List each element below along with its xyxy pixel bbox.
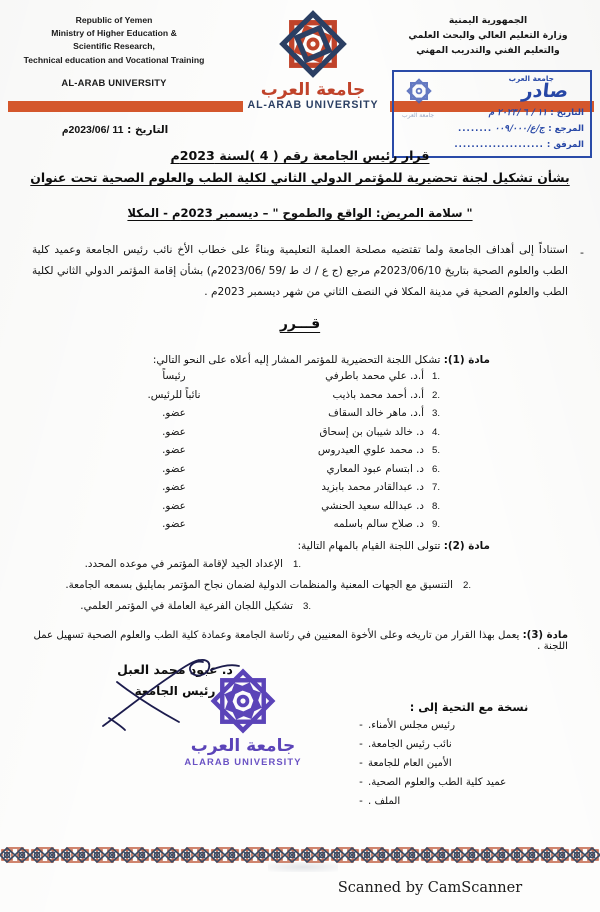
article-2-text: تتولى اللجنة القيام بالمهام التالية: bbox=[297, 540, 441, 552]
university-seal-stamp bbox=[178, 664, 308, 767]
member-role: عضو. bbox=[162, 518, 186, 530]
member-name: أ.د. علي محمد باطرفي bbox=[325, 370, 424, 382]
university-logo bbox=[238, 6, 388, 111]
member-row bbox=[20, 518, 450, 537]
distribution-item-label: عميد كلية الطب والعلوم الصحية. bbox=[368, 777, 507, 788]
member-index: 3. bbox=[432, 408, 441, 419]
member-name: د. عبدالله سعيد الحنشي bbox=[321, 499, 424, 512]
stamp-date-label: التاريخ : bbox=[550, 108, 584, 118]
stamp-outgoing-word: صادر bbox=[520, 80, 570, 102]
task-index: 1. bbox=[293, 559, 302, 570]
seal-english-text: ALARAB UNIVERSITY bbox=[184, 756, 302, 767]
member-row bbox=[20, 389, 450, 408]
decree-title-line-3 bbox=[0, 206, 600, 220]
distribution-bullet: - bbox=[359, 720, 363, 731]
stamp-attach-dots: ..................... bbox=[454, 140, 544, 150]
member-role: رئيساً bbox=[162, 370, 186, 382]
header-english-line-4: Technical education and Vocational Training bbox=[23, 54, 205, 65]
member-name: أ.د. ماهر خالد السقاف bbox=[328, 407, 424, 419]
signatory-name: د. عبود محمد العبل bbox=[117, 662, 233, 677]
preamble-bullet: - bbox=[580, 246, 584, 259]
header-english-university: AL-ARAB UNIVERSITY bbox=[61, 76, 167, 88]
stamp-ref-label: المرجع : bbox=[548, 124, 584, 134]
scanner-watermark bbox=[0, 880, 600, 896]
distribution-item bbox=[354, 739, 584, 758]
member-row bbox=[20, 481, 450, 500]
member-index: 5. bbox=[432, 445, 441, 456]
stamp-ref-row bbox=[400, 124, 584, 140]
task-row bbox=[20, 579, 485, 600]
member-role: عضو. bbox=[162, 481, 186, 493]
member-row bbox=[20, 370, 450, 389]
member-role: عضو. bbox=[162, 444, 186, 456]
member-name: د. محمد علوي العيدروس bbox=[317, 444, 424, 456]
outgoing-stamp bbox=[392, 70, 592, 158]
decree-title-line-1-text: قرار رئيس الجامعة رقم ( 4 )لسنة 2023م bbox=[170, 148, 430, 163]
distribution-list bbox=[354, 700, 584, 815]
stamp-date-value: ١١ / ٦ /٢٠٢٣ م bbox=[487, 108, 549, 118]
stamp-seal-icon bbox=[404, 76, 434, 106]
document-date bbox=[62, 124, 168, 136]
stamp-university-name: جامعة العرب bbox=[508, 74, 554, 83]
member-role: نائباً للرئيس. bbox=[147, 388, 201, 401]
member-row bbox=[20, 500, 450, 519]
article-1-label: مادة (1): bbox=[443, 354, 490, 366]
article-2-label: مادة (2): bbox=[443, 540, 490, 552]
task-row bbox=[20, 558, 315, 579]
header-english-block bbox=[0, 14, 228, 89]
member-index: 6. bbox=[432, 463, 441, 475]
member-role: عضو. bbox=[162, 407, 186, 419]
distribution-bullet: - bbox=[359, 739, 363, 750]
member-role: عضو. bbox=[162, 462, 186, 475]
article-1-heading bbox=[10, 354, 490, 366]
member-index: 1. bbox=[432, 371, 441, 382]
member-name: د. ابتسام عبود المعاري bbox=[326, 462, 424, 475]
member-index: 9. bbox=[432, 519, 441, 530]
seal-arabic-text: جامعة العرب bbox=[190, 736, 296, 756]
distribution-item-label: الملف . bbox=[368, 796, 401, 807]
member-name: د. خالد شيبان بن إسحاق bbox=[319, 425, 424, 438]
header-english-line-3: Scientific Research, bbox=[73, 41, 155, 52]
article-1-text: تشكل اللجنة التحضيرية للمؤتمر المشار إليه أعلاه على النحو التالي: bbox=[152, 354, 441, 366]
header-arabic-line-1: الجمهورية اليمنية bbox=[448, 15, 528, 26]
task-text: تشكيل اللجان الفرعية العاملة في المؤتمر العلمي. bbox=[80, 600, 293, 612]
article-3-heading bbox=[23, 630, 568, 652]
member-row bbox=[20, 444, 450, 463]
logo-arabic-text: جامعة العرب bbox=[260, 80, 366, 100]
stamp-ref-value: ج/ع/٠٠٩/٠٠٠ bbox=[494, 124, 547, 134]
article-3-text: يعمل بهذا القرار من تاريخه وعلى الأخوة المعنيين في رئاسة الجامعة وعمادة كلية الطب والعلوم الصحية تسهيل عمل اللجنة . bbox=[33, 630, 568, 652]
stamp-top bbox=[394, 72, 590, 108]
decision-word bbox=[0, 316, 600, 332]
member-index: 2. bbox=[432, 389, 441, 401]
member-row bbox=[20, 426, 450, 445]
member-row bbox=[20, 407, 450, 426]
document-date-value: 11 /2023/06م bbox=[62, 124, 124, 136]
eight-point-star-logo-icon bbox=[275, 6, 351, 82]
task-text: الإعداد الجيد لإقامة المؤتمر في موعده المحدد. bbox=[84, 558, 283, 570]
member-index: 8. bbox=[432, 500, 441, 512]
scan-smudge bbox=[268, 862, 338, 872]
article-3-label: مادة (3): bbox=[522, 630, 568, 641]
decision-word-text: قـــرر bbox=[279, 316, 321, 332]
header-english-line-2: Ministry of Higher Education & bbox=[51, 28, 177, 39]
scanner-watermark-text: Scanned by CamScanner bbox=[337, 880, 523, 896]
distribution-item bbox=[354, 777, 584, 796]
distribution-item bbox=[354, 720, 584, 739]
decree-title-line-1 bbox=[0, 148, 600, 163]
distribution-heading: نسخة مع التحية إلى : bbox=[409, 700, 529, 714]
header-rule-left bbox=[8, 101, 243, 112]
distribution-items bbox=[354, 720, 584, 815]
seal-eight-point-star-icon bbox=[206, 664, 280, 738]
header-arabic-line-3: والتعليم الفني والتدريب المهني bbox=[416, 45, 560, 56]
distribution-bullet: - bbox=[359, 758, 363, 769]
member-role: عضو. bbox=[162, 499, 186, 512]
distribution-bullet: - bbox=[359, 777, 363, 788]
member-name: د. عبدالقادر محمد بابزيد bbox=[321, 481, 424, 493]
distribution-item-label: نائب رئيس الجامعة. bbox=[368, 739, 452, 750]
member-role: عضو. bbox=[162, 425, 186, 438]
member-index: 7. bbox=[432, 482, 441, 493]
decree-title-line-3-text: " سلامة المريض: الواقع والطموح " – ديسمبر 2023م - المكلا bbox=[127, 206, 473, 220]
header-arabic-block bbox=[382, 13, 594, 58]
signatory-title: رئيس الجامعة bbox=[134, 684, 216, 698]
header-english-line-1: Republic of Yemen bbox=[75, 15, 153, 25]
distribution-item-label: الأمين العام للجامعة bbox=[368, 758, 452, 769]
task-row bbox=[20, 600, 325, 621]
committee-tasks-list bbox=[20, 558, 540, 621]
distribution-bullet: - bbox=[359, 796, 363, 807]
distribution-item bbox=[354, 796, 584, 815]
member-row bbox=[20, 463, 450, 482]
decree-title-line-2 bbox=[0, 170, 600, 185]
article-2-heading bbox=[10, 540, 490, 552]
stamp-attach-label: المرفق : bbox=[546, 140, 584, 150]
task-index: 3. bbox=[303, 601, 312, 612]
logo-english-text: AL-ARAB UNIVERSITY bbox=[247, 99, 379, 111]
stamp-ref-dots: ........ bbox=[458, 124, 493, 134]
document-date-label: التاريخ : bbox=[127, 124, 169, 136]
task-text: التنسيق مع الجهات المعنية والمنظمات الدولية لضمان نجاح المؤتمر بمايليق بسمعه الجامعة. bbox=[65, 579, 453, 591]
stamp-ghost-text: جامعة العرب bbox=[402, 112, 435, 119]
preamble-text: استناداً إلى أهداف الجامعة ولما تقتضيه مصلحة العملية التعليمية وبناءً على خطاب الأخ نائب رئيس الجامعة وعميد كلية الطب والعلوم الصحية بتاريخ 2023/06/10م مرجع (ج ع / ك ط /59 /2023/06م) بشأن إقامة المؤتمر الدولي الثاني لكلية الطب والعلوم الصحية في مدينة المكلا في النصف الثاني من شهر ديسمبر 2023م . bbox=[32, 244, 568, 298]
distribution-item-label: رئيس مجلس الأمناء. bbox=[368, 720, 455, 731]
member-name: أ.د. أحمد محمد باذيب bbox=[332, 388, 424, 401]
member-name: د. صلاح سالم باسلمه bbox=[333, 518, 424, 530]
decree-title-line-2-text: بشأن تشكيل لجنة تحضيرية للمؤتمر الدولي الثاني لكلية الطب والعلوم الصحية تحت عنوان bbox=[30, 170, 570, 185]
task-index: 2. bbox=[463, 580, 472, 591]
committee-members-list bbox=[20, 370, 450, 537]
preamble-paragraph bbox=[32, 240, 584, 303]
distribution-item bbox=[354, 758, 584, 777]
header-arabic-line-2: وزارة التعليم العالي والبحث العلمي bbox=[408, 30, 568, 41]
member-index: 4. bbox=[432, 426, 441, 438]
